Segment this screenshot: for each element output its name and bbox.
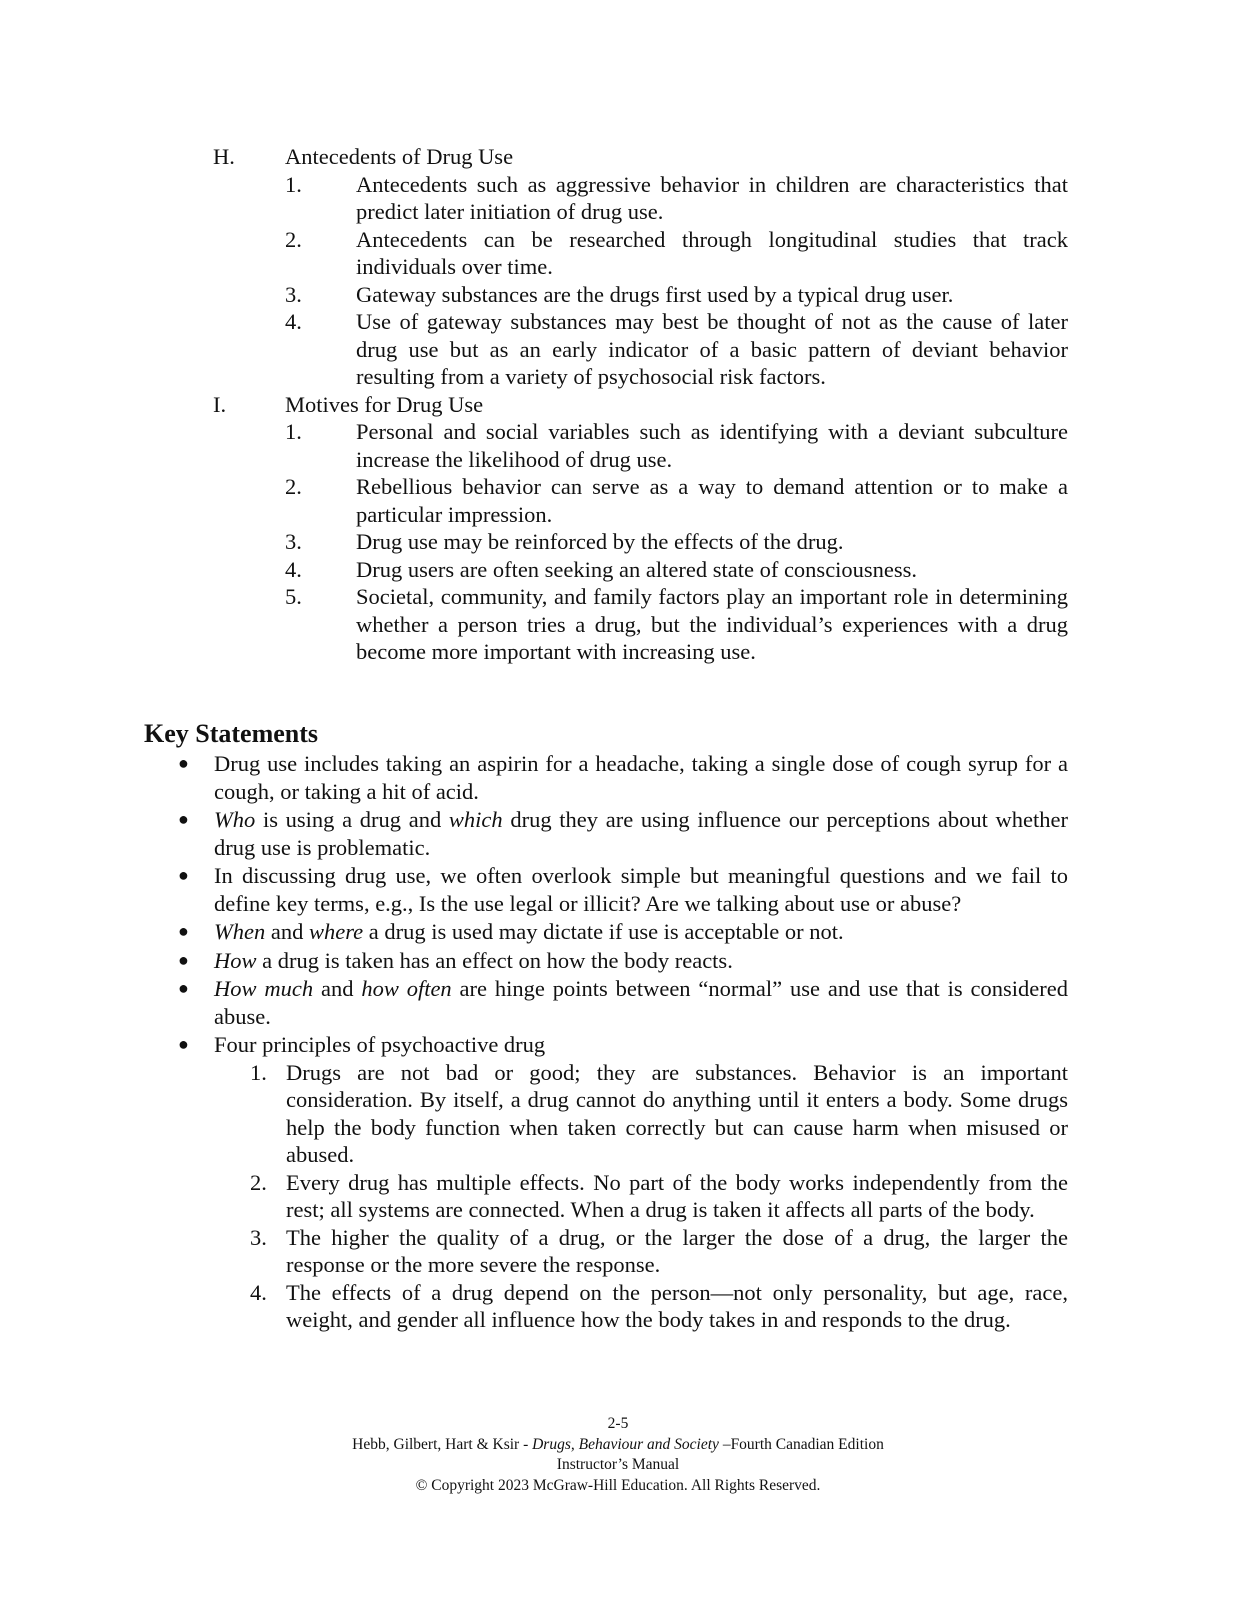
section-title: Antecedents of Drug Use (285, 144, 514, 169)
section-heading (213, 391, 1068, 419)
statement-text: and (265, 919, 309, 944)
section-letter: I. (213, 391, 227, 417)
item-number: 5. (285, 584, 302, 609)
principle-item (214, 1279, 1068, 1334)
principle-item (214, 1224, 1068, 1279)
item-number: 4. (285, 309, 302, 334)
statement-text: Drug use includes taking an aspirin for a headache, taking a single dose of cough syrup for a cough, or taking a hit of acid. (214, 751, 1068, 804)
item-number: 2. (285, 226, 302, 252)
bullet-icon: ● (178, 1034, 189, 1054)
item-number: 3. (285, 529, 302, 554)
page-footer (0, 1414, 1236, 1496)
key-statements-heading: Key Statements (144, 719, 319, 748)
list-item (174, 750, 1068, 805)
emphasis-text: how often (361, 976, 452, 1001)
principle-text: The effects of a drug depend on the person—not only personality, but age, race, weight, and gender all influence how the body takes in and responds to the drug. (286, 1279, 1068, 1332)
item-number: 3. (285, 281, 302, 307)
list-item (174, 918, 1068, 946)
principles-list (214, 1059, 1068, 1334)
bullet-icon: ● (178, 978, 189, 998)
key-statements-list (174, 750, 1068, 1335)
item-text: Gateway substances are the drugs first used by a typical drug user. (356, 281, 954, 307)
item-text: Drug use may be reinforced by the effects of the drug. (356, 529, 844, 554)
statement-text: Four principles of psychoactive drug (214, 1032, 546, 1057)
citation-line (0, 1435, 1236, 1456)
statement-text: are hinge points between “normal” use and use that is considered abuse. (214, 976, 1068, 1029)
section-heading (213, 143, 1068, 171)
list-item (174, 975, 1068, 1030)
list-item (174, 947, 1068, 975)
emphasis-text: When (214, 919, 266, 944)
list-item (213, 418, 1068, 473)
list-item (213, 281, 1068, 309)
statement-text: drug they are using influence our perceptions about whether drug use is problematic. (214, 807, 1068, 860)
section-items (213, 171, 1068, 391)
emphasis-text: where (308, 919, 364, 944)
item-number: 2. (250, 1169, 267, 1195)
principle-text: Drugs are not bad or good; they are substances. Behavior is an important consideration. By itself, a drug cannot do anything until it enters a body. Some drugs help the body function when taken correctly but can cause harm when misused or abused. (286, 1059, 1068, 1167)
statement-text: In discussing drug use, we often overlook simple but meaningful questions and we fail to define key terms, e.g., Is the use legal or illicit? Are we talking about use or abuse? (214, 863, 1068, 916)
item-number: 1. (250, 1059, 267, 1085)
item-number: 1. (285, 171, 302, 197)
manual-label: Instructor’s Manual (556, 1456, 680, 1473)
bullet-icon: ● (178, 809, 189, 829)
item-number: 1. (285, 419, 302, 444)
emphasis-text: How (214, 947, 257, 973)
lecture-outline (213, 143, 1068, 666)
outline-section-h (213, 143, 1068, 391)
bullet-icon: ● (178, 921, 189, 941)
item-number: 2. (285, 474, 302, 499)
emphasis-text: How much (214, 976, 314, 1001)
bullet-icon: ● (178, 865, 189, 885)
copyright-notice: © Copyright 2023 McGraw-Hill Education. All Rights Reserved. (415, 1476, 821, 1494)
principle-text: Every drug has multiple effects. No part of the body works independently from the rest; all systems are connected. When a drug is taken it affects all parts of the body. (286, 1169, 1068, 1222)
statement-text: a drug is taken has an effect on how the body reacts. (256, 947, 733, 973)
section-title: Motives for Drug Use (285, 391, 484, 417)
section-items (213, 418, 1068, 666)
list-item (213, 226, 1068, 281)
item-number: 4. (250, 1279, 267, 1305)
list-item (174, 806, 1068, 861)
outline-section-i (213, 391, 1068, 666)
item-text: Societal, community, and family factors play an important role in determining whether a person tries a drug, but the individual’s experiences with a drug become more important with increasing use. (356, 584, 1068, 664)
list-item (213, 583, 1068, 666)
list-item (213, 308, 1068, 391)
item-text: Antecedents can be researched through longitudinal studies that track individuals over time. (356, 226, 1068, 279)
list-item (213, 556, 1068, 584)
list-item (213, 528, 1068, 556)
statement-text: a drug is used may dictate if use is acceptable or not. (363, 919, 844, 944)
authors: Hebb, Gilbert, Hart & Ksir - (352, 1435, 533, 1453)
principle-text: The higher the quality of a drug, or the larger the dose of a drug, the larger the response or the more severe the response. (286, 1224, 1068, 1277)
list-item (174, 862, 1068, 917)
page-number: 2-5 (607, 1415, 629, 1432)
item-text: Antecedents such as aggressive behavior in children are characteristics that predict later initiation of drug use. (356, 171, 1068, 224)
item-number: 4. (285, 556, 302, 582)
edition: –Fourth Canadian Edition (718, 1435, 884, 1453)
item-text: Personal and social variables such as identifying with a deviant subculture increase the likelihood of drug use. (356, 419, 1068, 472)
item-text: Use of gateway substances may best be thought of not as the cause of later drug use but as an early indicator of a basic pattern of deviant behavior resulting from a variety of psychosocial risk factors. (356, 309, 1068, 389)
item-text: Rebellious behavior can serve as a way to demand attention or to make a particular impression. (356, 474, 1068, 527)
list-item (213, 171, 1068, 226)
principle-item (214, 1059, 1068, 1169)
item-number: 3. (250, 1224, 267, 1250)
bullet-icon: ● (178, 753, 189, 773)
emphasis-text: which (448, 807, 503, 832)
emphasis-text: Who (214, 807, 256, 832)
statement-text: and (313, 976, 362, 1001)
book-title: Drugs, Behaviour and Society (532, 1435, 719, 1453)
list-item (213, 473, 1068, 528)
item-text: Drug users are often seeking an altered state of consciousness. (356, 556, 918, 582)
statement-text: is using a drug and (255, 807, 449, 832)
bullet-icon: ● (178, 949, 189, 970)
list-item (174, 1031, 1068, 1334)
principle-item (214, 1169, 1068, 1224)
section-letter: H. (213, 144, 235, 169)
